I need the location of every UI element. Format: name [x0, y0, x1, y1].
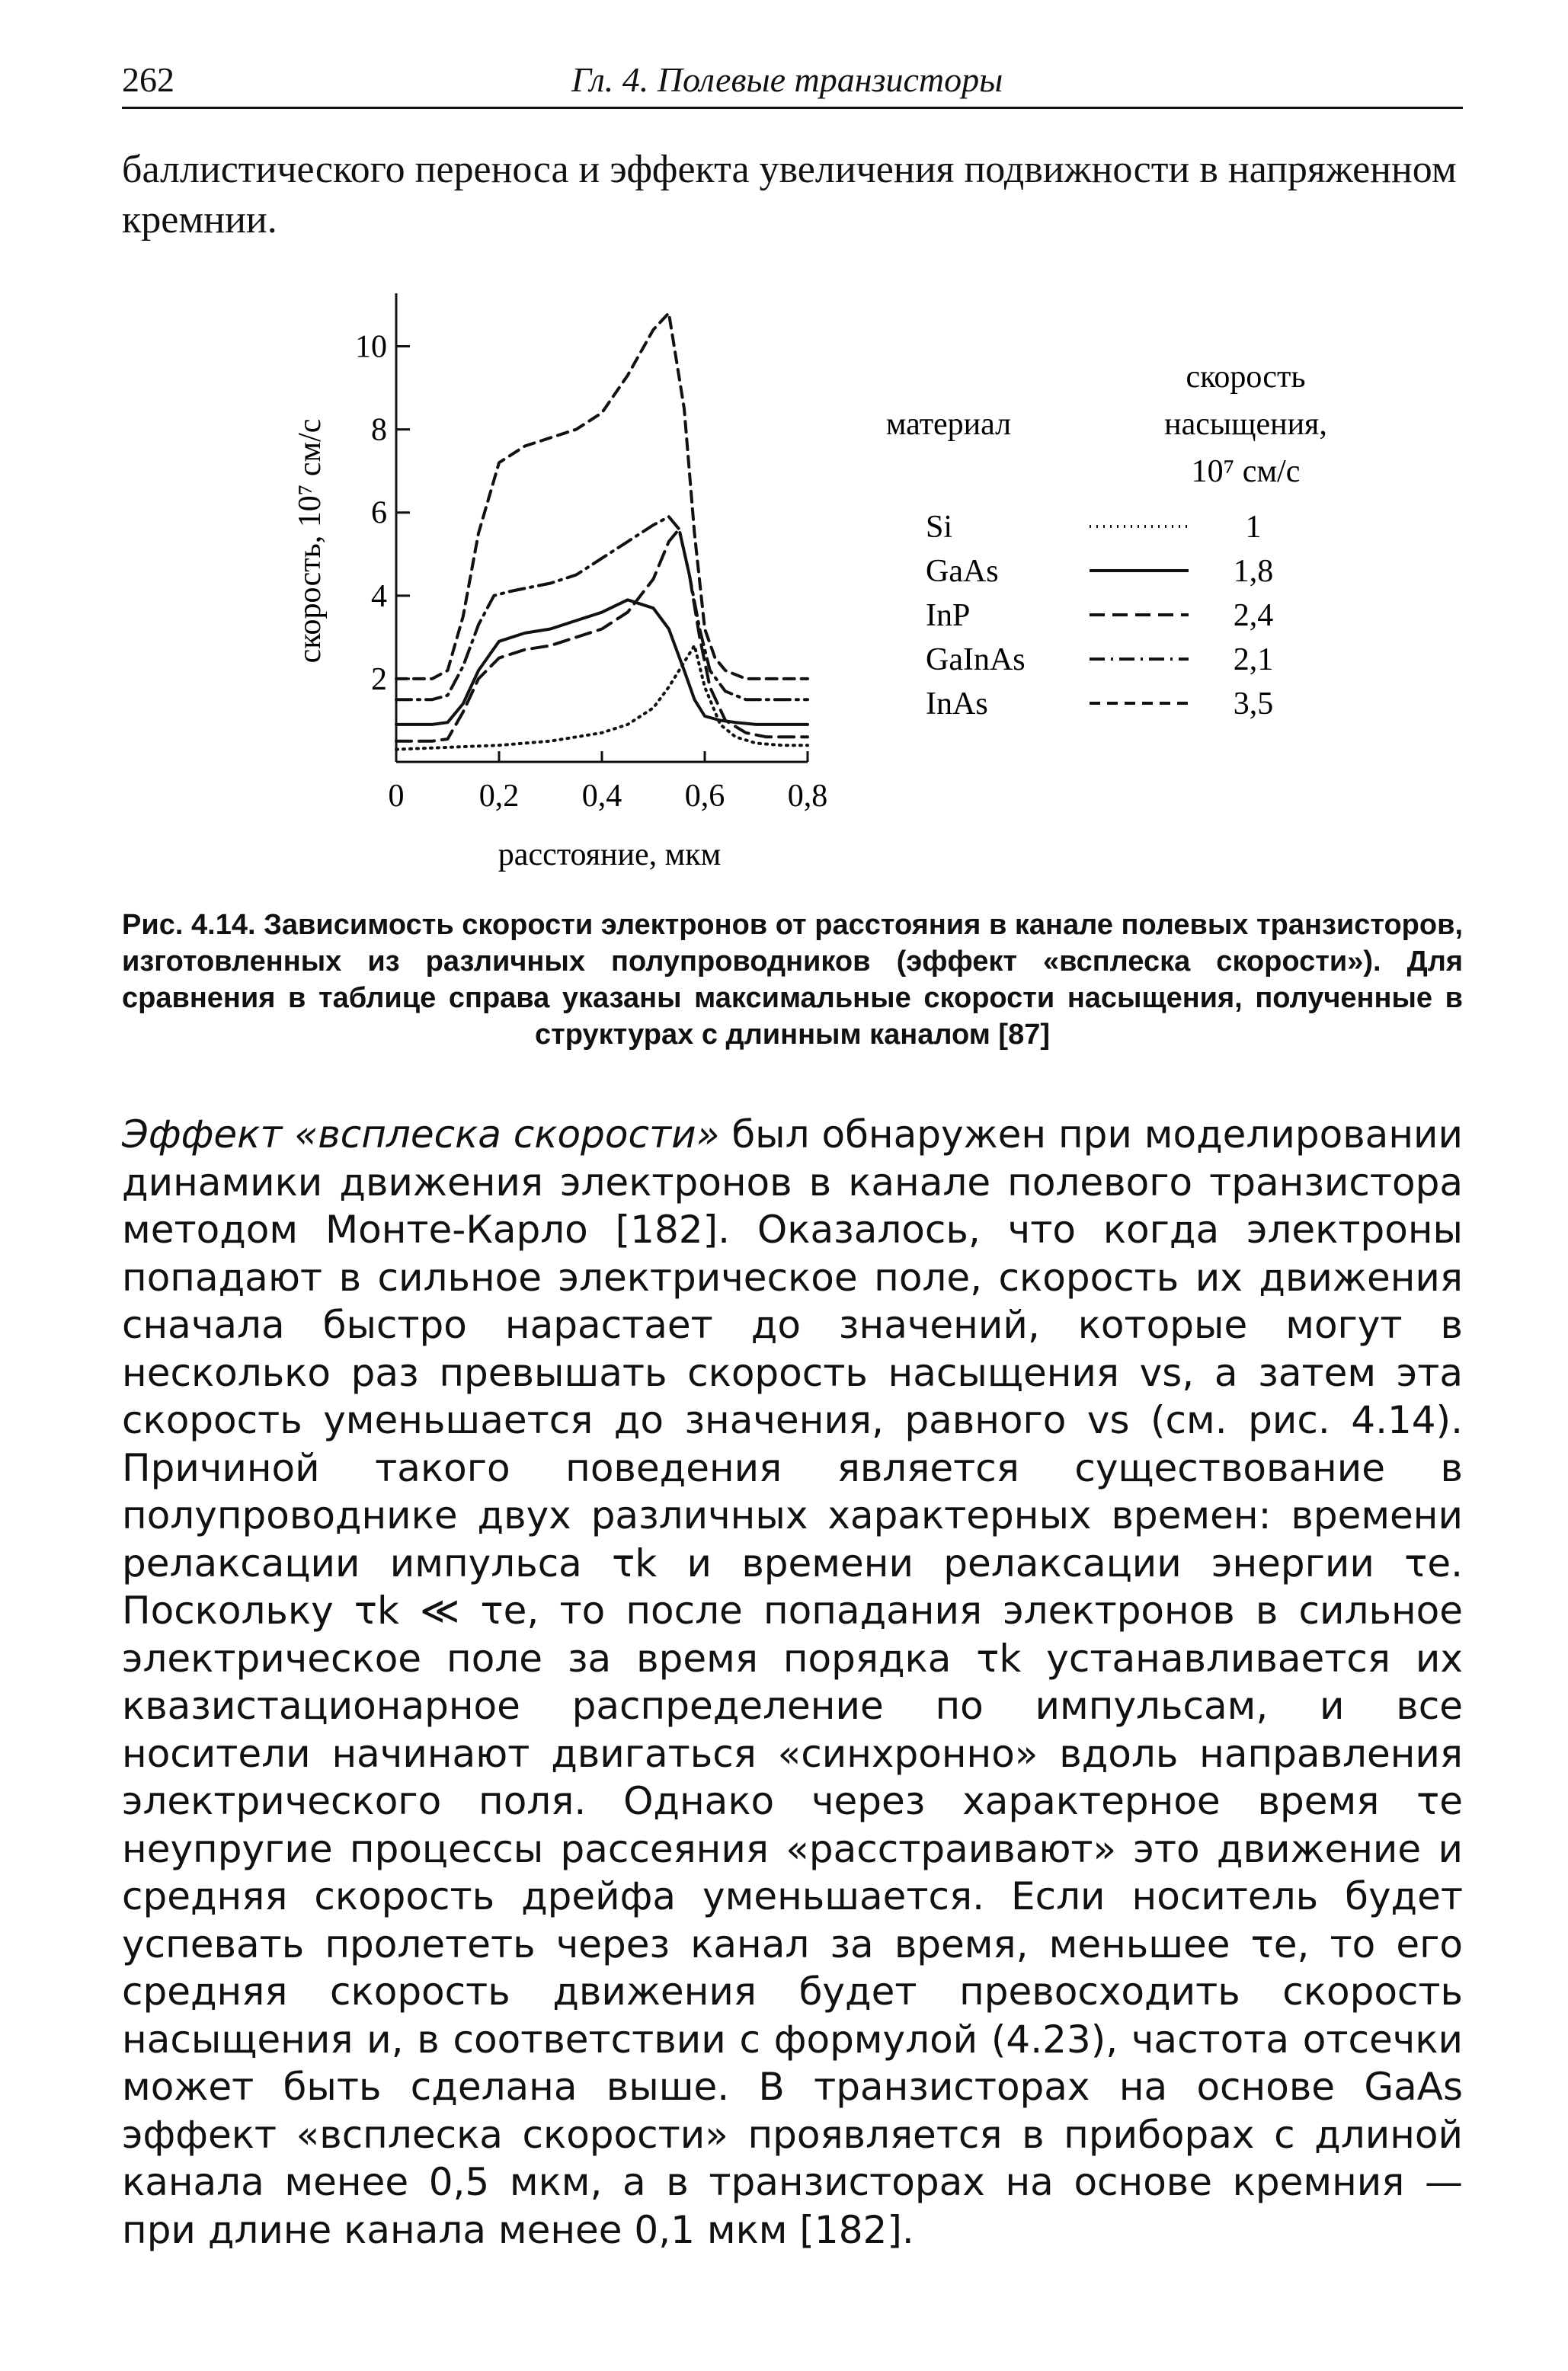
legend-header-material: материал — [885, 407, 1012, 442]
y-axis-label: скорость, 10⁷ см/с — [293, 418, 328, 664]
x-tick-label: 0,4 — [581, 779, 622, 814]
intro-paragraph: баллистического переноса и эффекта увеличения подвижности в напряженном кремнии. — [122, 148, 1457, 242]
x-tick-label: 0,6 — [684, 779, 725, 814]
legend-material-gainas: GaInAs — [926, 642, 1026, 677]
legend-material-si: Si — [926, 510, 953, 545]
x-tick-label: 0,8 — [787, 779, 828, 814]
x-axis-label: расстояние, мкм — [498, 837, 722, 872]
legend-value-si: 1 — [1245, 510, 1262, 545]
legend-material-inas: InAs — [926, 686, 988, 722]
body-paragraph — [122, 1111, 1463, 2254]
legend-header-speed-2: насыщения, — [1164, 407, 1327, 442]
body-text: был обнаружен при моделировании динамики движения электронов в канале полевого транзистора методом Монте-Карло [182]. Оказалось, что когда электроны попадают в сильное электрическое поле, скорость их движения сначала быстро нарастает до значений, которые могут в несколько раз превышать скорость насыщения vs, а затем эта скорость уменьшается до значения, равного vs (см. рис. 4.14). Причиной такого поведения является существование в полупроводнике двух различных характерных времен: времени релаксации импульса τk и времени релаксации энергии τe. Поскольку τk ≪ τe, то после попадания электронов в сильное электрическое поле за время порядка τk устанавливается их квазистационарное распределение по импульсам, и все носители начинают двигаться «синхронно» вдоль направления электрического поля. Однако через характерное время τe неупругие процессы рассеяния «расстраивают» это движение и средняя скорость дрейфа уменьшается. Если носитель будет успевать пролететь через канал за время, меньшее τe, то его средняя скорость движения будет превосходить скорость насыщения и, в соответствии с формулой (4.23), частота отсечки может быть сделана выше. В транзисторах на основе GaAs эффект «всплеска скорости» проявляется в приборах с длиной канала менее 0,5 мкм, а в транзисторах на основе кремния — при длине канала менее 0,1 мкм [182]. — [122, 1112, 1463, 2252]
legend-header-speed-1: скорость — [1186, 360, 1306, 395]
figure-caption: Рис. 4.14. Зависимость скорости электронов от расстояния в канале полевых транзисторов, изготовленных из различных полупроводников (эффект «всплеска скорости»). Для сравнения в таблице справа указаны максимальные скорости насыщения, полученные в структурах с длинным каналом [87] — [122, 909, 1463, 1051]
y-tick-label: 10 — [355, 329, 387, 365]
y-tick-label: 8 — [371, 412, 387, 448]
legend-value-inp: 2,4 — [1233, 598, 1274, 633]
legend-value-gaas: 1,8 — [1233, 554, 1274, 589]
page-number: 262 — [122, 60, 174, 99]
legend-material-gaas: GaAs — [926, 554, 999, 589]
legend-value-inas: 3,5 — [1233, 686, 1274, 722]
series-line-gaas — [396, 600, 808, 725]
series-line-inas — [396, 313, 808, 679]
legend-material-inp: InP — [926, 598, 971, 633]
series-line-gainas — [396, 517, 808, 699]
y-tick-label: 4 — [371, 578, 387, 614]
legend-header-speed-3: 10⁷ см/с — [1191, 454, 1301, 489]
x-tick-label: 0,2 — [478, 779, 520, 814]
running-head: Гл. 4. Полевые транзисторы — [571, 60, 1003, 99]
legend-value-gainas: 2,1 — [1233, 642, 1274, 677]
plot-area — [355, 293, 827, 814]
y-tick-label: 6 — [371, 495, 387, 531]
x-tick-label: 0 — [388, 779, 405, 814]
figure-4-14 — [0, 0, 1568, 907]
legend-table-rows — [926, 510, 1273, 722]
y-tick-label: 2 — [371, 661, 387, 697]
body-term: Эффект «всплеска скорости» — [122, 1112, 720, 1157]
